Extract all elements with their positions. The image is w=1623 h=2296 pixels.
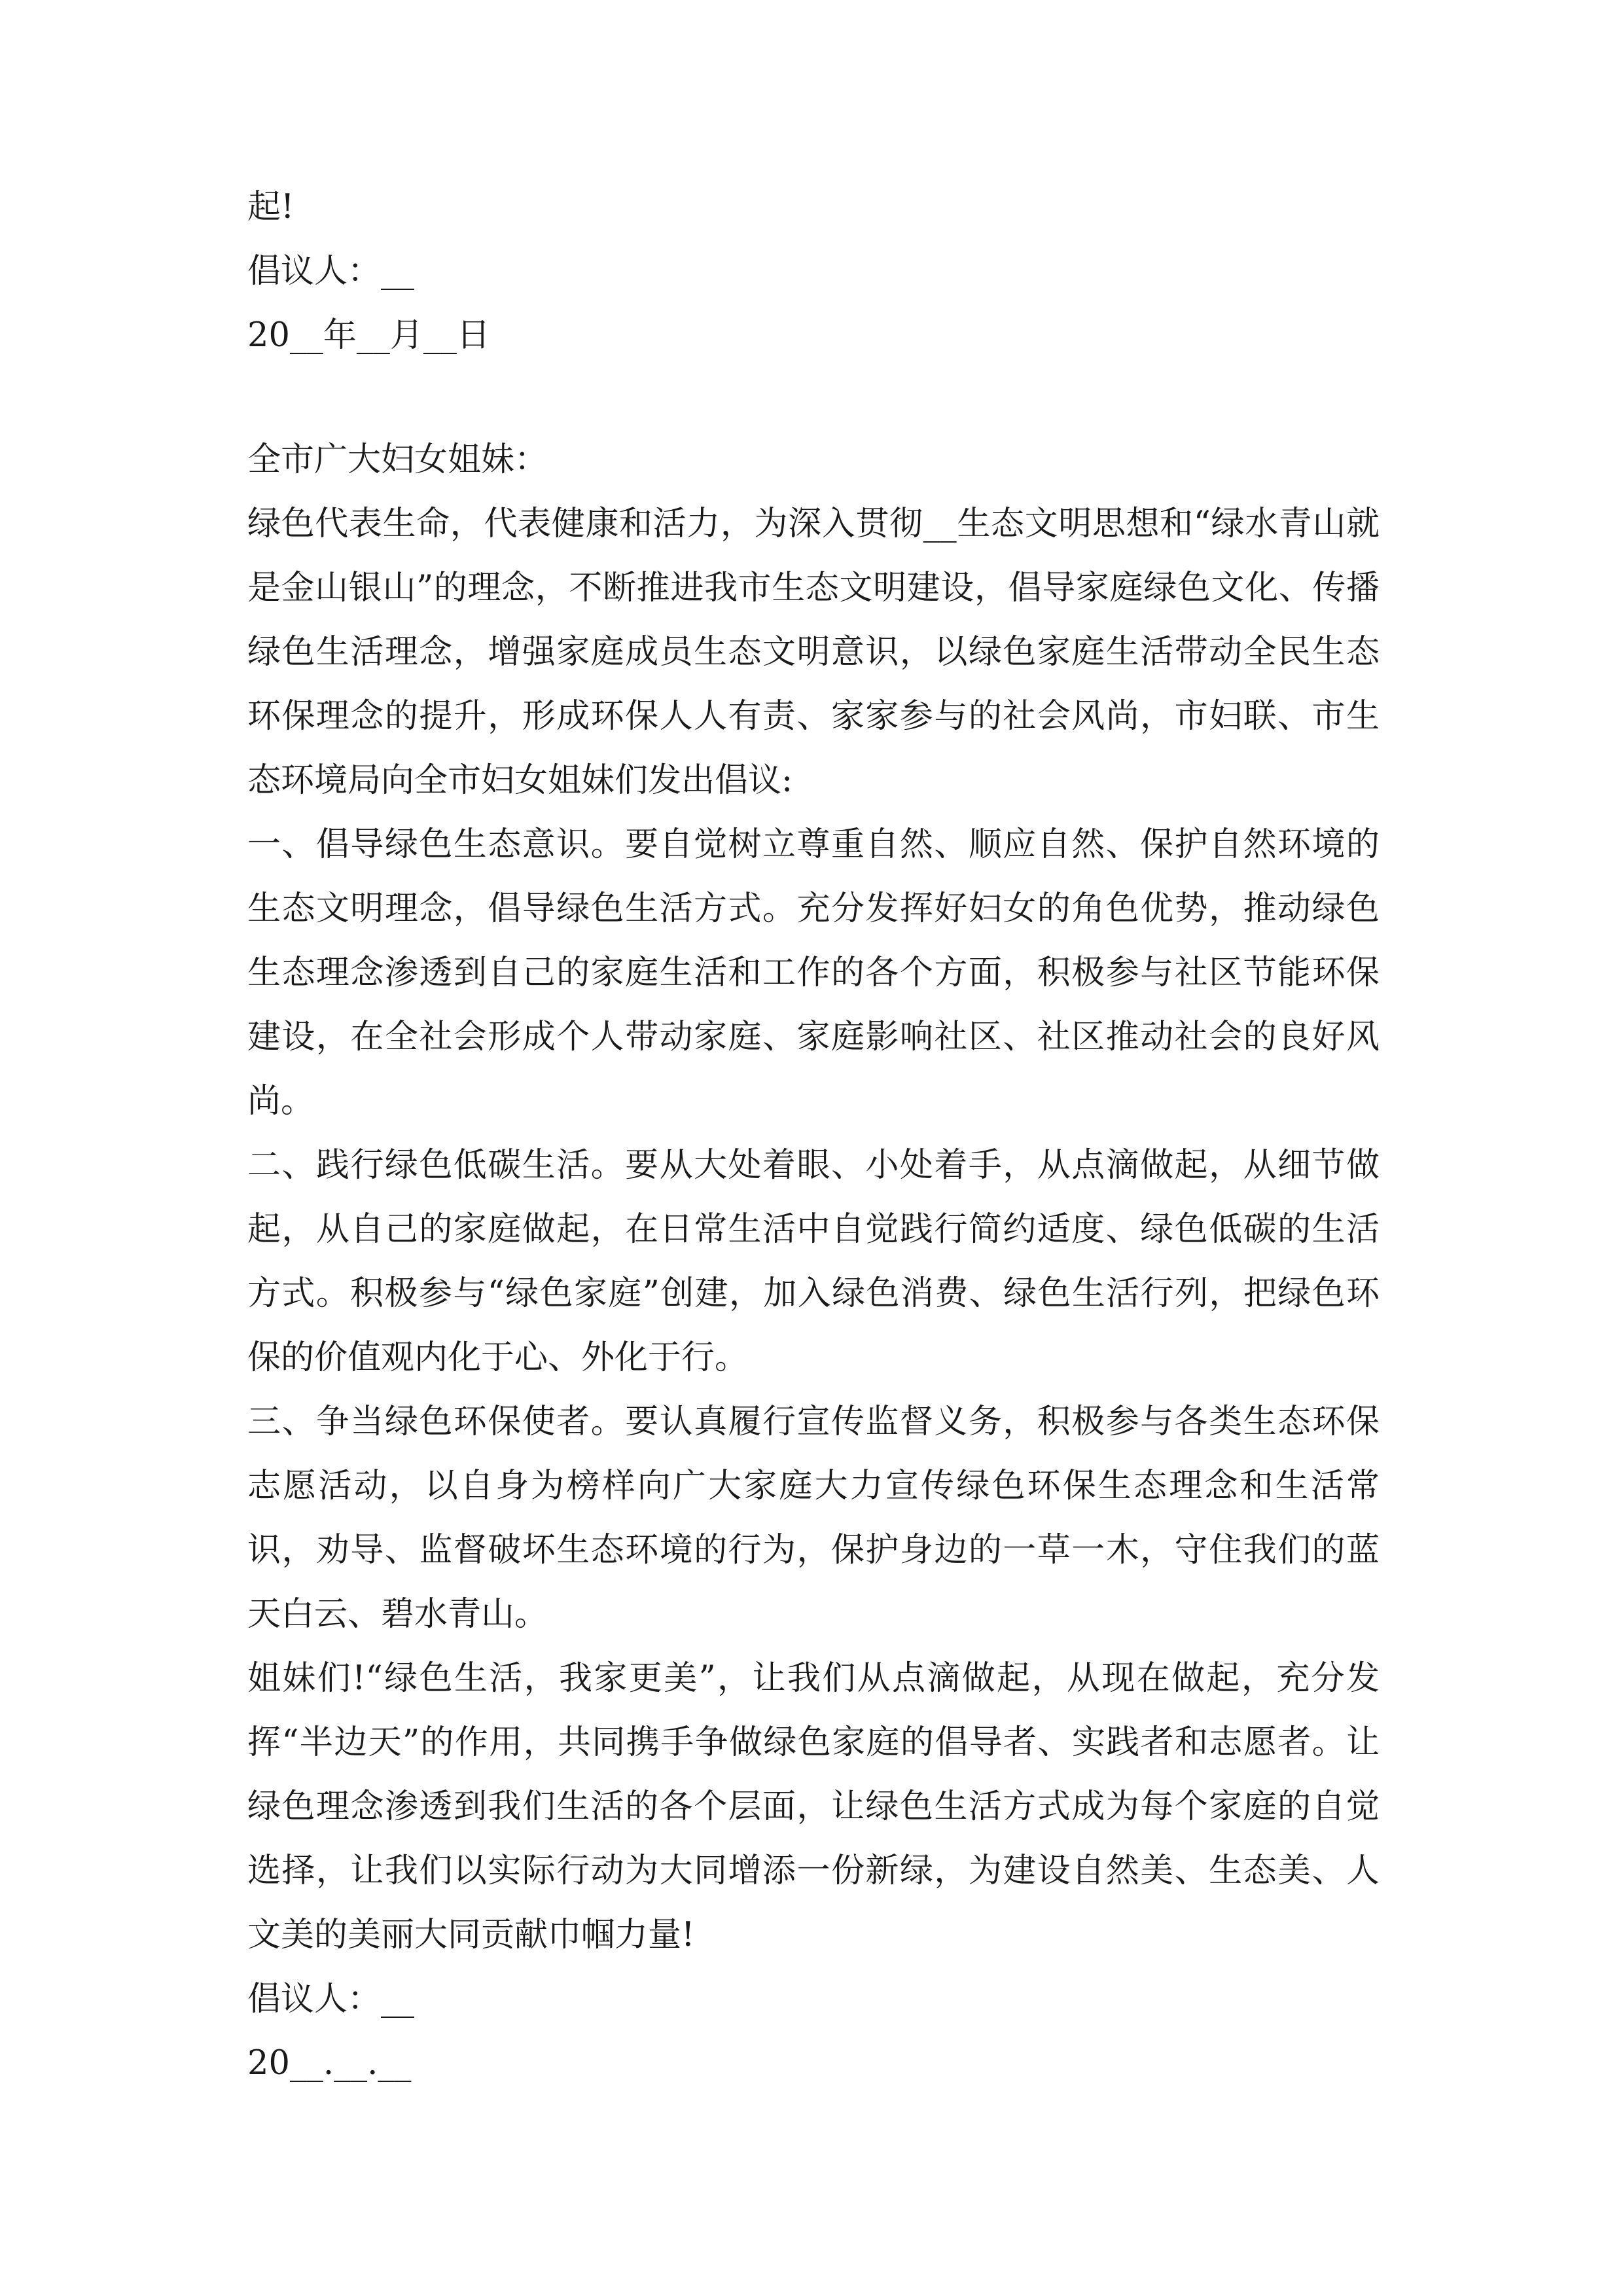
date-line: 20__.__.__ (247, 2044, 412, 2083)
proposer-line: 倡议人：__ (247, 252, 415, 291)
proposer-line: 倡议人：__ (247, 1980, 415, 2018)
paragraph-closing: 姐妹们!“绿色生活，我家更美”，让我们从点滴做起，从现在做起，充分发挥“半边天”的作用，共同携手争做绿色家庭的倡导者、实践者和志愿者。让绿色理念渗透到我们生活的各个层面，让绿色生活方式成为每个家庭的自觉选择，让我们以实际行动为大同增添一份新绿，为建设自然美、生态美、人文美的美丽大同贡献巾帼力量! (247, 1659, 1380, 1954)
paragraph-point-3: 三、争当绿色环保使者。要认真履行宣传监督义务，积极参与各类生态环保志愿活动，以自身为榜样向广大家庭大力宣传绿色环保生态理念和生活常识，劝导、监督破坏生态环境的行为，保护身边的一草一木，守住我们的蓝天白云、碧水青山。 (247, 1403, 1380, 1634)
paragraph-intro: 绿色代表生命，代表健康和活力，为深入贯彻__生态文明思想和“绿水青山就是金山银山”的理念，不断推进我市生态文明建设，倡导家庭绿色文化、传播绿色生活理念，增强家庭成员生态文明意识，以绿色家庭生活带动全民生态环保理念的提升，形成环保人人有责、家家参与的社会风尚，市妇联、市生态环境局向全市妇女姐妹们发出倡议: (247, 505, 1380, 800)
closing-line: 起! (247, 188, 294, 226)
paragraph-point-1: 一、倡导绿色生态意识。要自觉树立尊重自然、顺应自然、保护自然环境的生态文明理念，倡导绿色生活方式。充分发挥好妇女的角色优势，推动绿色生态理念渗透到自己的家庭生活和工作的各个方面，积极参与社区节能环保建设，在全社会形成个人带动家庭、家庭影响社区、社区推动社会的良好风尚。 (247, 825, 1380, 1121)
section-gap (247, 368, 1380, 428)
date-line: 20__年__月__日 (247, 316, 490, 355)
document-body (247, 175, 1380, 2096)
salutation: 全市广大妇女姐妹： (247, 440, 548, 479)
paragraph-point-2: 二、践行绿色低碳生活。要从大处着眼、小处着手，从点滴做起，从细节做起，从自己的家庭做起，在日常生活中自觉践行简约适度、绿色低碳的生活方式。积极参与“绿色家庭”创建，加入绿色消费、绿色生活行列，把绿色环保的价值观内化于心、外化于行。 (247, 1146, 1380, 1377)
